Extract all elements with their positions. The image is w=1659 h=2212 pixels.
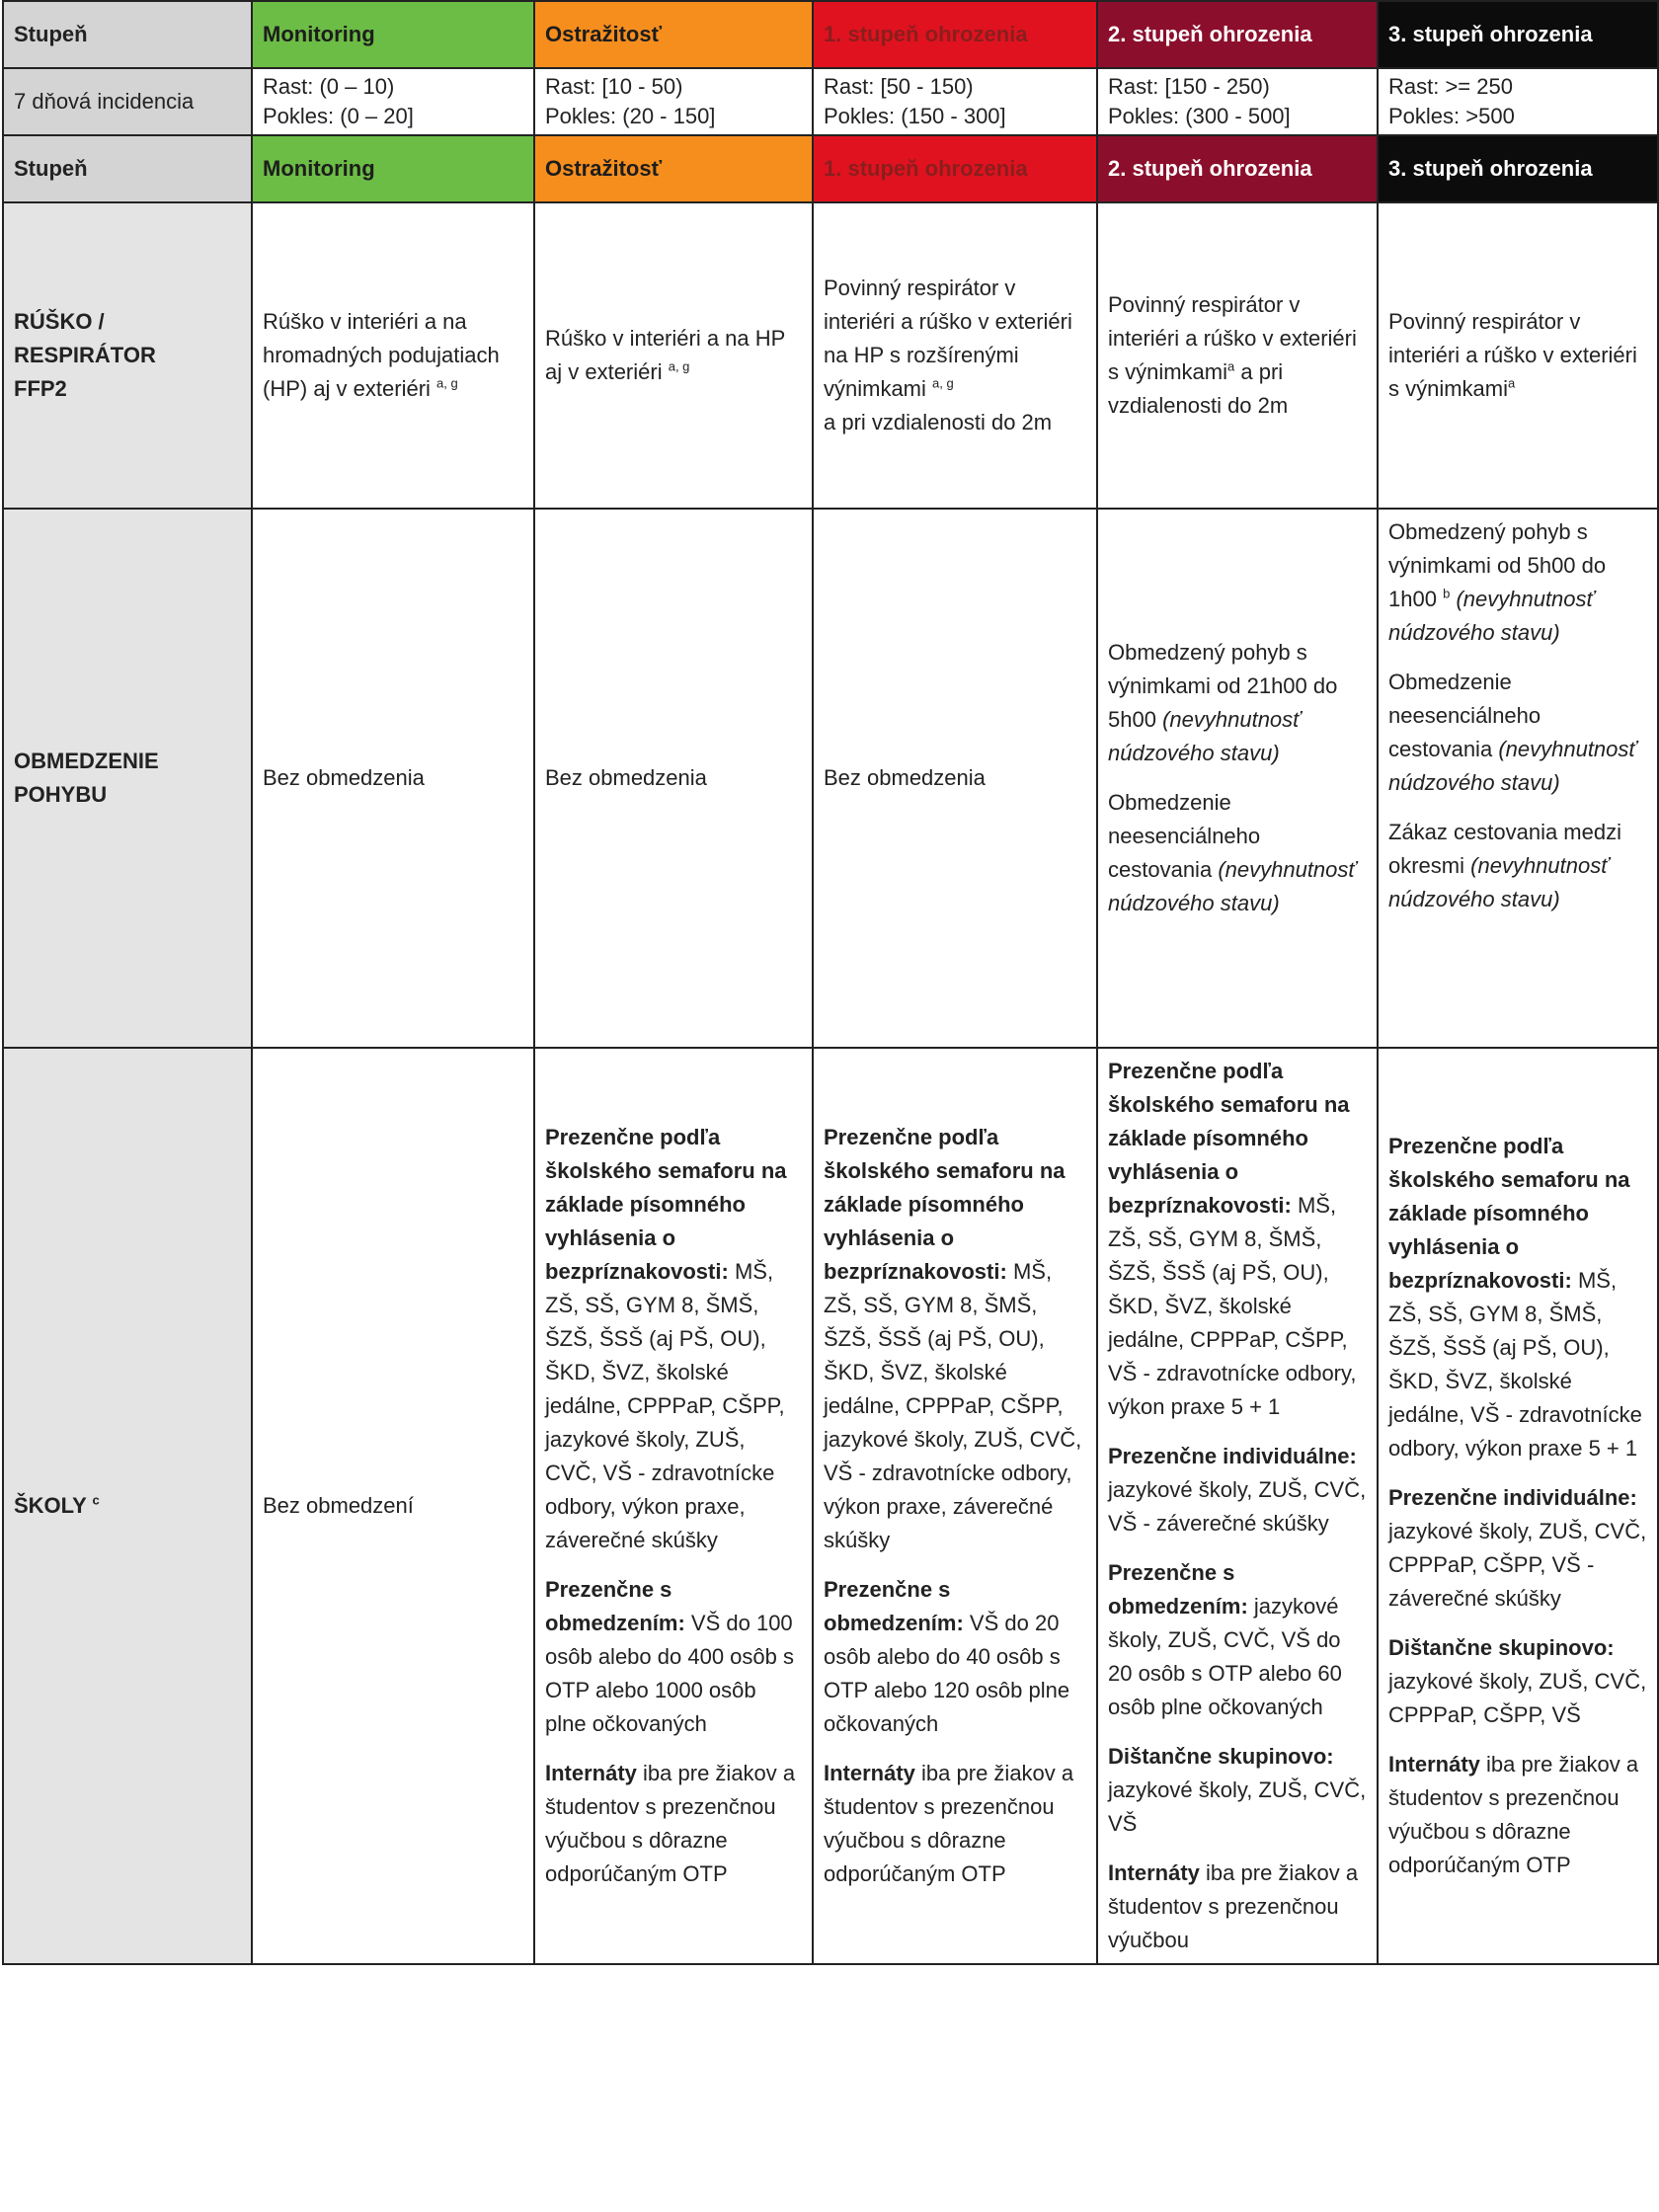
pohyb-label: OBMEDZENIE POHYBU (3, 509, 252, 1048)
incidence-cell (252, 68, 534, 135)
rast-value: Rast: [10 - 50) (545, 74, 683, 99)
stupen-label: Stupeň (3, 1, 252, 68)
incidence-row (3, 68, 1658, 135)
rusko-monitoring: Rúško v interiéri a na hromadných podujatiach (HP) aj v exteriéri $^{a, g}$ (252, 202, 534, 509)
skoly-label: ŠKOLY $^c$ (3, 1048, 252, 1964)
rusko-stupen-3: Povinný respirátor v interiéri a rúško v exteriéri s výnimkami$^a$ (1378, 202, 1658, 509)
skoly-monitoring: Bez obmedzení (252, 1048, 534, 1964)
pokles-value: Pokles: >500 (1388, 104, 1515, 128)
level-ostrazitost: Ostražitosť (534, 1, 813, 68)
incidence-cell (813, 68, 1097, 135)
level-stupen-2: 2. stupeň ohrozenia (1097, 1, 1378, 68)
level-stupen-1: 1. stupeň ohrozenia (813, 135, 1097, 202)
level-stupen-3: 3. stupeň ohrozenia (1378, 1, 1658, 68)
skoly-ostrazitost: Prezenčne podľa školského semaforu na základe písomného vyhlásenia o bezpríznakovosti: MŠ, ZŠ, SŠ, GYM 8, ŠMŠ, ŠZŠ, ŠSŠ (aj PŠ, OU), ŠKD, ŠVZ, školské jedálne, CPPPaP, CŠPP, jazykové školy, ZUŠ, CVČ, VŠ - zdravotnícke odbory, výkon praxe, záverečné skúšky Prezenčne s obmedzením: VŠ do 100 osôb alebo do 400 osôb s OTP alebo 1000 osôb plne očkovaných Internáty iba pre žiakov a študentov s prezenčnou výučbou s dôrazne odporúčaným OTP (534, 1048, 813, 1964)
header-row (3, 1, 1658, 68)
rusko-stupen-2: Povinný respirátor v interiéri a rúško v exteriéri s výnimkami$^a$ a pri vzdialenosti do 2m (1097, 202, 1378, 509)
stupen-label: Stupeň (3, 135, 252, 202)
rast-value: Rast: [50 - 150) (824, 74, 974, 99)
rusko-stupen-1: Povinný respirátor v interiéri a rúško v exteriéri na HP s rozšírenými výnimkami $^{a, g}$ a pri vzdialenosti do 2m (813, 202, 1097, 509)
covid-semafor-table (2, 0, 1659, 1965)
pokles-value: Pokles: (0 – 20] (263, 104, 414, 128)
rast-value: Rast: (0 – 10) (263, 74, 395, 99)
pohyb-stupen-1: Bez obmedzenia (813, 509, 1097, 1048)
level-monitoring: Monitoring (252, 135, 534, 202)
pohyb-row (3, 509, 1658, 1048)
skoly-row (3, 1048, 1658, 1964)
incidence-label: 7 dňová incidencia (3, 68, 252, 135)
rast-value: Rast: [150 - 250) (1108, 74, 1270, 99)
pokles-value: Pokles: (20 - 150] (545, 104, 716, 128)
header-row-repeat (3, 135, 1658, 202)
level-ostrazitost: Ostražitosť (534, 135, 813, 202)
incidence-cell (1378, 68, 1658, 135)
pohyb-stupen-3: Obmedzený pohyb s výnimkami od 5h00 do 1h00 $^b$ (nevyhnutnosť núdzového stavu) Obmedzenie neesenciálneho cestovania (nevyhnutnosť núdzového stavu) Zákaz cestovania medzi okresmi (nevyhnutnosť núdzového stavu) (1378, 509, 1658, 1048)
rusko-ostrazitost: Rúško v interiéri a na HP aj v exteriéri $^{a, g}$ (534, 202, 813, 509)
rast-value: Rast: >= 250 (1388, 74, 1513, 99)
pokles-value: Pokles: (150 - 300] (824, 104, 1006, 128)
level-stupen-3: 3. stupeň ohrozenia (1378, 135, 1658, 202)
skoly-stupen-2: Prezenčne podľa školského semaforu na základe písomného vyhlásenia o bezpríznakovosti: MŠ, ZŠ, SŠ, GYM 8, ŠMŠ, ŠZŠ, ŠSŠ (aj PŠ, OU), ŠKD, ŠVZ, školské jedálne, CPPPaP, CŠPP, VŠ - zdravotnícke odbory, výkon praxe 5 + 1 Prezenčne individuálne: jazykové školy, ZUŠ, CVČ, VŠ - záverečné skúšky Prezenčne s obmedzením: jazykové školy, ZUŠ, CVČ, VŠ do 20 osôb s OTP alebo 60 osôb plne očkovaných Dištančne skupinovo: jazykové školy, ZUŠ, CVČ, VŠ Internáty iba pre žiakov a študentov s prezenčnou výučbou (1097, 1048, 1378, 1964)
incidence-cell (534, 68, 813, 135)
rusko-row (3, 202, 1658, 509)
rusko-label: RÚŠKO / RESPIRÁTOR FFP2 (3, 202, 252, 509)
level-monitoring: Monitoring (252, 1, 534, 68)
incidence-cell (1097, 68, 1378, 135)
pohyb-monitoring: Bez obmedzenia (252, 509, 534, 1048)
skoly-stupen-1: Prezenčne podľa školského semaforu na základe písomného vyhlásenia o bezpríznakovosti: MŠ, ZŠ, SŠ, GYM 8, ŠMŠ, ŠZŠ, ŠSŠ (aj PŠ, OU), ŠKD, ŠVZ, školské jedálne, CPPPaP, CŠPP, jazykové školy, ZUŠ, CVČ, VŠ - zdravotnícke odbory, výkon praxe, záverečné skúšky Prezenčne s obmedzením: VŠ do 20 osôb alebo do 40 osôb s OTP alebo 120 osôb plne očkovaných Internáty iba pre žiakov a študentov s prezenčnou výučbou s dôrazne odporúčaným OTP (813, 1048, 1097, 1964)
pokles-value: Pokles: (300 - 500] (1108, 104, 1291, 128)
skoly-stupen-3: Prezenčne podľa školského semaforu na základe písomného vyhlásenia o bezpríznakovosti: MŠ, ZŠ, SŠ, GYM 8, ŠMŠ, ŠZŠ, ŠSŠ (aj PŠ, OU), ŠKD, ŠVZ, školské jedálne, VŠ - zdravotnícke odbory, výkon praxe 5 + 1 Prezenčne individuálne: jazykové školy, ZUŠ, CVČ, CPPPaP, CŠPP, VŠ - záverečné skúšky Dištančne skupinovo: jazykové školy, ZUŠ, CVČ, CPPPaP, CŠPP, VŠ Internáty iba pre žiakov a študentov s prezenčnou výučbou s dôrazne odporúčaným OTP (1378, 1048, 1658, 1964)
level-stupen-2: 2. stupeň ohrozenia (1097, 135, 1378, 202)
pohyb-ostrazitost: Bez obmedzenia (534, 509, 813, 1048)
pohyb-stupen-2: Obmedzený pohyb s výnimkami od 21h00 do 5h00 (nevyhnutnosť núdzového stavu) Obmedzenie neesenciálneho cestovania (nevyhnutnosť núdzového stavu) (1097, 509, 1378, 1048)
level-stupen-1: 1. stupeň ohrozenia (813, 1, 1097, 68)
